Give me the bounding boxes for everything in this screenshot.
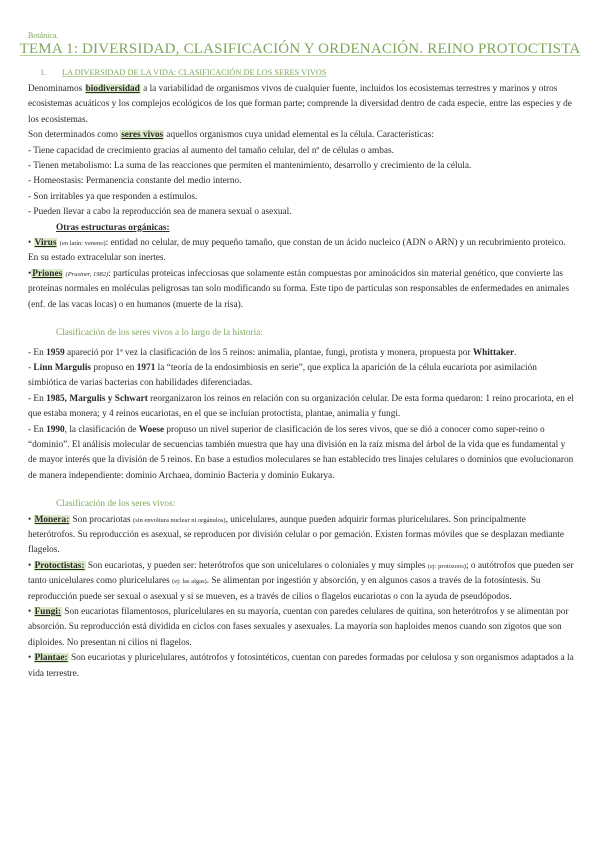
- text: , unicelulares, aunque pueden adquirir formas pluricelulares. Son principalmente heterótrofos. Su reproducción es asexual, se reproducen por división celular o por gemación. Existen formas móviles que se desplazan mediante flagelos.: [28, 514, 564, 556]
- list-item: - Tienen metabolismo: La suma de las reacciones que permiten el mantenimiento, desarrollo y crecimiento de la célula.: [28, 161, 472, 172]
- text: Son eucariotas, y pueden ser: heterótrofos que son unicelulares o coloniales y muy simples: [85, 560, 428, 571]
- year: 1985, Margulis y Schwart: [46, 393, 148, 404]
- history-1971: [28, 361, 574, 392]
- section-heading-1: [40, 68, 327, 77]
- text: Son eucariotas y pluricelulares, autótrofos y fotosintéticos, cuentan con paredes formadas por celulosa y son organismos adaptados a la vida terrestre.: [28, 653, 574, 679]
- text: Son procariotas: [70, 514, 133, 525]
- term-plantae: Plantae:: [34, 653, 68, 664]
- history-heading: Clasificación de los seres vivos a lo largo de la historia:: [56, 328, 263, 339]
- term-biodiversidad: biodiversidad: [85, 84, 140, 94]
- author: Woese: [138, 424, 165, 435]
- section-number: 1.: [40, 68, 47, 77]
- text: reorganizaron los reinos en relación con su organización celular. De esta forma quedaron: 1 reino procariota, en el que estaba monera; y 4 reinos eucariotas, en el que se incluían protoctista, plantae, animalia y fungi.: [28, 393, 574, 420]
- text: -: [28, 362, 34, 373]
- kingdom-fungi: [28, 605, 574, 651]
- kingdom-protoctistas: [28, 559, 574, 605]
- year: 1990: [46, 424, 65, 435]
- text: Son determinados como: [28, 130, 121, 141]
- kingdom-monera: [28, 513, 574, 559]
- text: - En: [28, 347, 47, 358]
- note: (ej: protozoos): [427, 562, 466, 570]
- bullet: •: [28, 607, 32, 617]
- term-priones: Priones: [32, 268, 63, 279]
- document-body: [28, 82, 574, 682]
- term-virus: Virus: [34, 238, 57, 249]
- other-structures-heading: [56, 221, 574, 236]
- note: (en latín: veneno): [59, 240, 106, 248]
- term-seres-vivos: seres vivos: [121, 130, 164, 141]
- text: apareció por 1ª vez la clasificación de los 5 reinos: animalia, plantae, fungi, protista y monera, propuesta por: [64, 347, 473, 358]
- history-1990: [28, 423, 574, 485]
- text: Son eucariotas filamentosos, pluricelulares en su mayoría, cuentan con paredes celulares de quitina, son heterótrofos y se alimentan por absorción. Su reproducción está dividida en ciclos con fases sexuales y asexuales. La mayoría son haploides menos cuando son zigotos que son diploides. No presentan ni cilios ni flagelos.: [28, 607, 569, 648]
- text: la “teoría de la endosimbiosis en serie”, que explica la aparición de la célula eucariota por asimilación simbiótica de varias bacterias con habilidades diferenciadas.: [28, 362, 537, 389]
- note: (sin envoltura nuclear ni orgánulos): [132, 516, 226, 524]
- list-item: - Pueden llevar a cabo la reproducción sea de manera sexual o asexual.: [28, 207, 292, 218]
- bullet: •: [28, 653, 32, 664]
- text: propuso en: [91, 362, 137, 373]
- list-item: - Homeostasis: Permanencia constante del medio interno.: [28, 176, 242, 187]
- text: propuso un nivel superior de clasificación de los seres vivos, que se dió a conocer como super-reino o “dominio”. El análisis molecular de secuencias también muestra que hay una división en la raíz misma del árbol de la vida que es fundamental y de mayor interés que la división de 5 reinos. En base a estudios moleculares se han establecido tres linajes celulares o dominios que evolucionaron de manera independiente: dominio Archaea, dominio Bacteria y dominio Eukarya.: [28, 424, 574, 481]
- term-protoctistas: Protoctistas:: [34, 560, 85, 571]
- bullet: •: [28, 238, 32, 249]
- paragraph-virus: [28, 236, 574, 267]
- year: 1959: [46, 347, 65, 358]
- text: ; o autótrofos que pueden ser tanto unicelulares como pluricelulares: [28, 560, 574, 587]
- text: - En: [28, 393, 47, 404]
- paragraph-living-beings: [28, 128, 574, 143]
- author: Whittaker: [472, 347, 515, 358]
- text: : entidad no celular, de muy pequeño tamaño, que constan de un ácido nucleico (ADN o ARN) y un recubrimiento proteico. En su estado extracelular son inertes.: [28, 238, 566, 264]
- text: Denominamos: [28, 84, 85, 94]
- text: , la clasificación de: [64, 424, 139, 435]
- text: aquellos organismos cuya unidad elemental es la célula. Características:: [164, 130, 434, 141]
- term-fungi: Fungi:: [34, 607, 61, 617]
- list-item: - Tiene capacidad de crecimiento gracias al aumento del tamaño celular, del nº de células o ambas.: [28, 145, 394, 156]
- bullet: •: [28, 560, 32, 571]
- note: (Prusiner, 1982): [65, 270, 109, 278]
- author: Linn Margulis: [33, 362, 92, 373]
- text: - En: [28, 424, 47, 435]
- history-1985: [28, 392, 574, 423]
- list-item: - Son irritables ya que responden a estímulos.: [28, 191, 198, 202]
- bullet: •: [28, 514, 32, 525]
- year: 1971: [136, 362, 156, 373]
- paragraph-biodiversity: [28, 82, 574, 128]
- page-title: TEMA 1: DIVERSIDAD, CLASIFICACIÓN Y ORDENACIÓN. REINO PROTOCTISTA: [19, 41, 581, 57]
- text: . Se alimentan por ingestión y absorción, y en algunos casos a través de la fotosíntesis. Su reproducción puede ser sexual o asexual y si se mueven, es a través de cilios o flagelos eucariotas o con la ayuda de pseudópodos.: [28, 576, 541, 602]
- text: .: [514, 347, 517, 358]
- text: : partículas proteicas infecciosas que solamente están compuestas por aminoácidos sin material genético, que convierte las proteínas normales en moléculas peligrosas tan solo modificando su forma. Este tipo de partículas son responsables de enfermedades en animales (enf. de las vacas locas) o en humanos (muerte de la risa).: [28, 268, 570, 310]
- heading-text: Otras estructuras orgánicas:: [56, 222, 170, 233]
- subject-label: Botánica.: [28, 31, 59, 40]
- note: (ej: las algas): [172, 578, 207, 586]
- history-1959: [28, 346, 574, 361]
- bullet: •: [28, 268, 32, 279]
- text: a la variabilidad de organismos vivos de cualquier fuente, incluidos los ecosistemas terrestres y marinos y otros ecosistemas acuáticos y los complejos ecológicos de los que forman parte; comprende la diversidad dentro de cada especie, entre las especies y de los ecosistemas.: [28, 84, 572, 125]
- term-monera: Monera:: [34, 514, 70, 525]
- classification-heading: Clasificación de los seres vivos:: [56, 499, 176, 510]
- paragraph-prion: [28, 267, 574, 313]
- kingdom-plantae: [28, 651, 574, 682]
- section-label: LA DIVERSIDAD DE LA VIDA: CLASIFICACIÓN DE LOS SERES VIVOS: [62, 68, 327, 77]
